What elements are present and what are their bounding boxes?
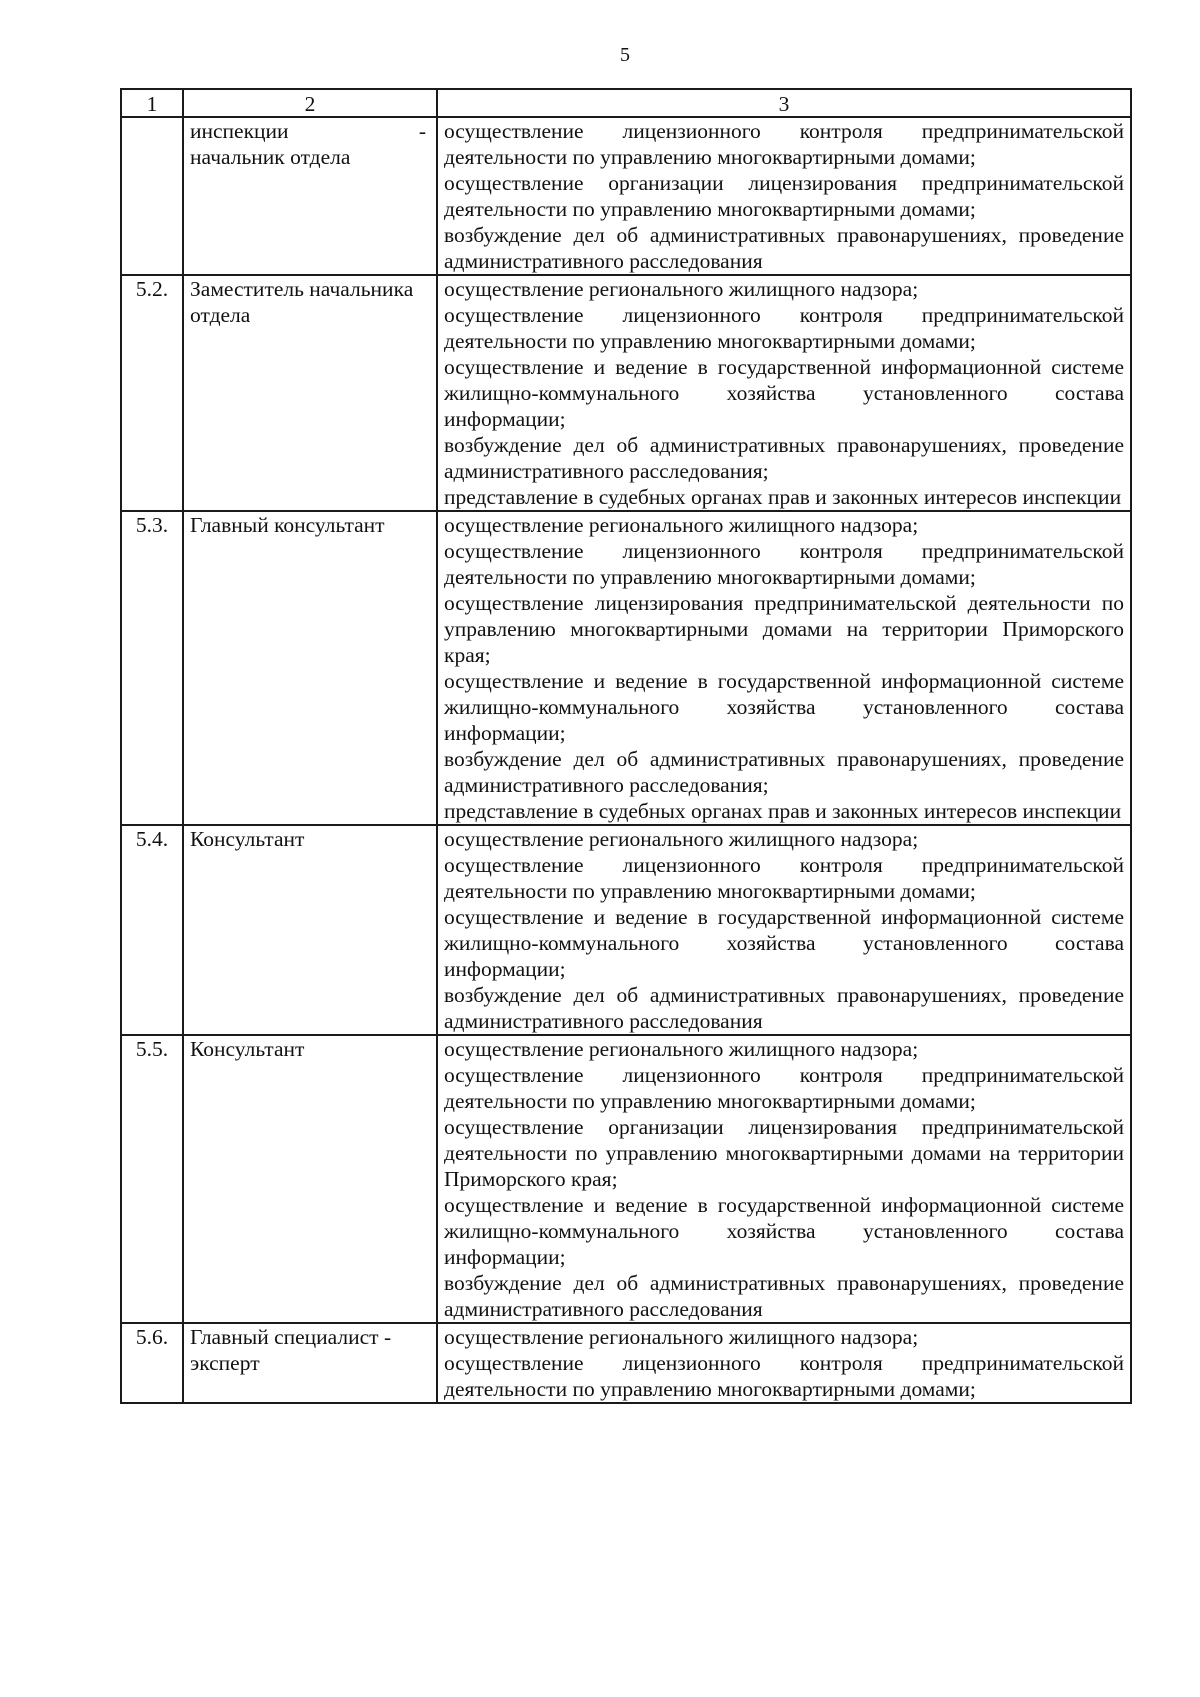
duty-item: осуществление и ведение в государственной информационной системе жилищно-коммунального хозяйства установленного состава информации; (444, 905, 1124, 981)
page-number: 5 (620, 44, 630, 66)
duty-item: осуществление лицензионного контроля предпринимательской деятельности по управлению многоквартирными домами; (444, 539, 1124, 589)
position-title: Главный специалист - эксперт (183, 1323, 437, 1403)
duty-item: осуществление лицензионного контроля предпринимательской деятельности по управлению многоквартирными домами; (444, 303, 1124, 353)
duties-cell (437, 117, 1131, 275)
duty-item: осуществление лицензионного контроля предпринимательской деятельности по управлению многоквартирными домами; (444, 119, 1124, 169)
duty-item: осуществление регионального жилищного надзора; (444, 1037, 919, 1061)
table-header-row (121, 89, 1131, 117)
row-number (121, 117, 183, 275)
duty-item: возбуждение дел об административных правонарушениях, проведение административного расследования; (444, 747, 1124, 797)
duties-cell (437, 275, 1131, 511)
duty-item: осуществление лицензионного контроля предпринимательской деятельности по управлению многоквартирными домами; (444, 1063, 1124, 1113)
position-title: Главный консультант (183, 511, 437, 825)
position-title: Консультант (183, 825, 437, 1035)
position-title-dash: - (418, 119, 426, 143)
position-title-line: начальник отдела (190, 145, 351, 169)
duty-item: осуществление регионального жилищного надзора; (444, 513, 919, 537)
duty-item: возбуждение дел об административных правонарушениях, проведение административного расследования (444, 983, 1124, 1033)
duties-cell (437, 511, 1131, 825)
header-col-2: 2 (183, 89, 437, 117)
duty-item: осуществление организации лицензирования предпринимательской деятельности по управлению многоквартирными домами на территории Приморского края; (444, 1115, 1124, 1191)
position-title: Консультант (183, 1035, 437, 1323)
duty-item: представление в судебных органах прав и законных интересов инспекции (444, 799, 1122, 823)
position-title: Заместитель начальника отдела (183, 275, 437, 511)
row-number: 5.4. (121, 825, 183, 1035)
duty-item: возбуждение дел об административных правонарушениях, проведение административного расследования (444, 1271, 1124, 1321)
duty-item: возбуждение дел об административных правонарушениях, проведение административного расследования; (444, 433, 1124, 483)
duties-cell (437, 1323, 1131, 1403)
position-title (183, 117, 437, 275)
duty-item: осуществление организации лицензирования предпринимательской деятельности по управлению многоквартирными домами; (444, 171, 1124, 221)
duty-item: осуществление и ведение в государственной информационной системе жилищно-коммунального хозяйства установленного состава информации; (444, 669, 1124, 745)
duty-item: осуществление регионального жилищного надзора; (444, 277, 919, 301)
duties-cell (437, 1035, 1131, 1323)
duty-item: осуществление регионального жилищного надзора; (444, 1325, 919, 1349)
table-row (121, 1035, 1131, 1323)
duty-item: возбуждение дел об административных правонарушениях, проведение административного расследования (444, 223, 1124, 273)
table-row (121, 511, 1131, 825)
header-col-3: 3 (437, 89, 1131, 117)
table-row (121, 117, 1131, 275)
table-row (121, 825, 1131, 1035)
header-col-1: 1 (121, 89, 183, 117)
position-title-line: инспекции (190, 119, 289, 143)
duties-table (120, 88, 1132, 1404)
duty-item: осуществление регионального жилищного надзора; (444, 827, 919, 851)
duty-item: представление в судебных органах прав и законных интересов инспекции (444, 485, 1122, 509)
row-number: 5.2. (121, 275, 183, 511)
row-number: 5.5. (121, 1035, 183, 1323)
duties-cell (437, 825, 1131, 1035)
duty-item: осуществление и ведение в государственной информационной системе жилищно-коммунального хозяйства установленного состава информации; (444, 1193, 1124, 1269)
duty-item: осуществление лицензионного контроля предпринимательской деятельности по управлению многоквартирными домами; (444, 853, 1124, 903)
row-number: 5.3. (121, 511, 183, 825)
row-number: 5.6. (121, 1323, 183, 1403)
duty-item: осуществление и ведение в государственной информационной системе жилищно-коммунального хозяйства установленного состава информации; (444, 355, 1124, 431)
duty-item: осуществление лицензирования предпринимательской деятельности по управлению многоквартирными домами на территории Приморского края; (444, 591, 1124, 667)
table-row (121, 275, 1131, 511)
table-row (121, 1323, 1131, 1403)
duty-item: осуществление лицензионного контроля предпринимательской деятельности по управлению многоквартирными домами; (444, 1351, 1124, 1401)
